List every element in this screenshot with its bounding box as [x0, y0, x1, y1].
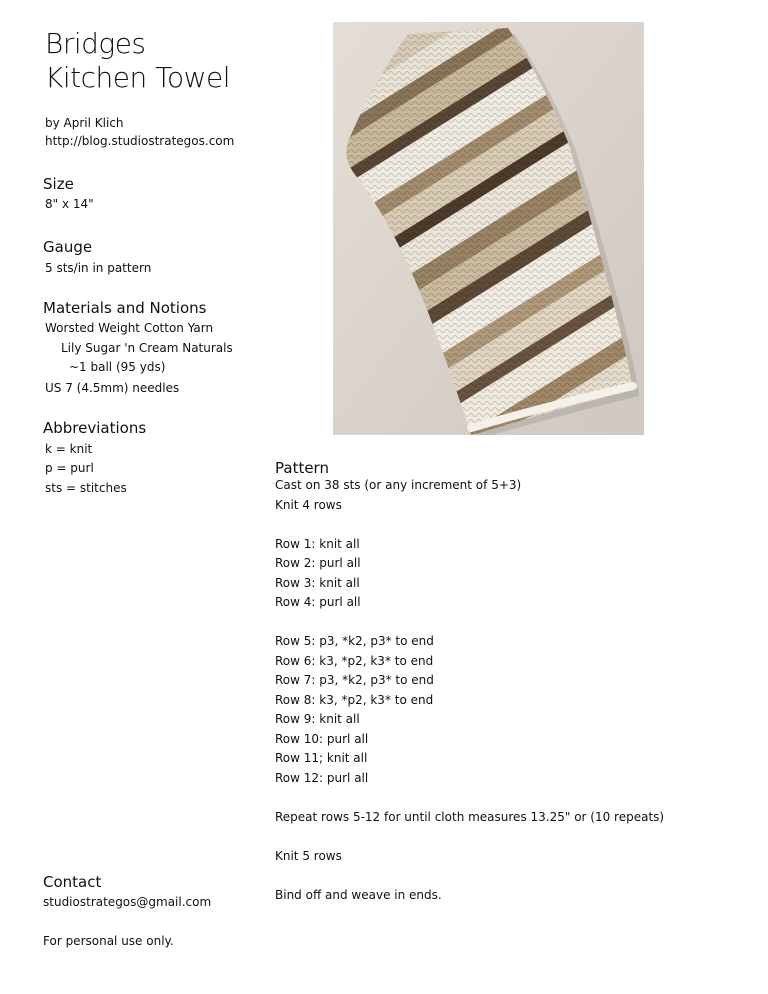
pattern-row-1: Row 1: knit all — [275, 536, 360, 551]
gauge-heading: Gauge — [43, 238, 93, 256]
pattern-row-11: Row 11; knit all — [275, 751, 368, 765]
contact-heading: Contact — [43, 873, 102, 891]
abbreviation-stitches: sts = stitches — [45, 481, 127, 495]
gauge-value: 5 sts/in in pattern — [45, 261, 152, 275]
pattern-bind-off: Bind off and weave in ends. — [275, 887, 442, 902]
pattern-row-4: Row 4: purl all — [275, 595, 361, 609]
pattern-row-2: Row 2: purl all — [275, 556, 361, 570]
contact-email-link[interactable]: studiostrategos@gmail.com — [43, 895, 212, 909]
materials-item-yarn: Worsted Weight Cotton Yarn — [45, 321, 214, 335]
pattern-repeat: Repeat rows 5-12 for until cloth measures 13.25" or (10 repeats) — [275, 809, 665, 824]
materials-heading: Materials and Notions — [43, 299, 207, 317]
materials-item-brand: Lily Sugar 'n Cream Naturals — [61, 341, 233, 355]
towel-photo — [333, 22, 644, 435]
pattern-row-12: Row 12: purl all — [275, 770, 369, 785]
pattern-row-6: Row 6: k3, *p2, k3* to end — [275, 653, 434, 668]
personal-use-notice: For personal use only. — [43, 934, 174, 948]
size-heading: Size — [43, 175, 74, 193]
pattern-cast-on: Cast on 38 sts (or any increment of 5+3) — [275, 478, 522, 492]
author-byline: by April Klich — [45, 116, 124, 130]
abbreviation-knit: k = knit — [45, 442, 93, 456]
abbreviation-purl: p = purl — [45, 461, 94, 475]
pattern-row-10: Row 10: purl all — [275, 731, 369, 746]
pattern-heading: Pattern — [275, 459, 329, 477]
abbreviations-heading: Abbreviations — [43, 419, 147, 437]
pattern-knit-start: Knit 4 rows — [275, 497, 342, 512]
pattern-row-8: Row 8: k3, *p2, k3* to end — [275, 692, 434, 707]
pattern-row-3: Row 3: knit all — [275, 575, 360, 590]
pattern-instructions — [275, 476, 664, 905]
pattern-row-9: Row 9: knit all — [275, 712, 360, 726]
page-title-line2: Kitchen Towel — [45, 61, 231, 94]
pattern-row-5: Row 5: p3, *k2, p3* to end — [275, 634, 434, 648]
materials-item-needles: US 7 (4.5mm) needles — [45, 381, 180, 395]
pattern-knit-end: Knit 5 rows — [275, 848, 342, 863]
size-value: 8" x 14" — [45, 197, 94, 211]
page-title-line1: Bridges — [45, 27, 146, 60]
pattern-row-7: Row 7: p3, *k2, p3* to end — [275, 673, 434, 687]
materials-item-quantity: ~1 ball (95 yds) — [69, 360, 166, 374]
author-url-link[interactable]: http://blog.studiostrategos.com — [45, 134, 235, 148]
